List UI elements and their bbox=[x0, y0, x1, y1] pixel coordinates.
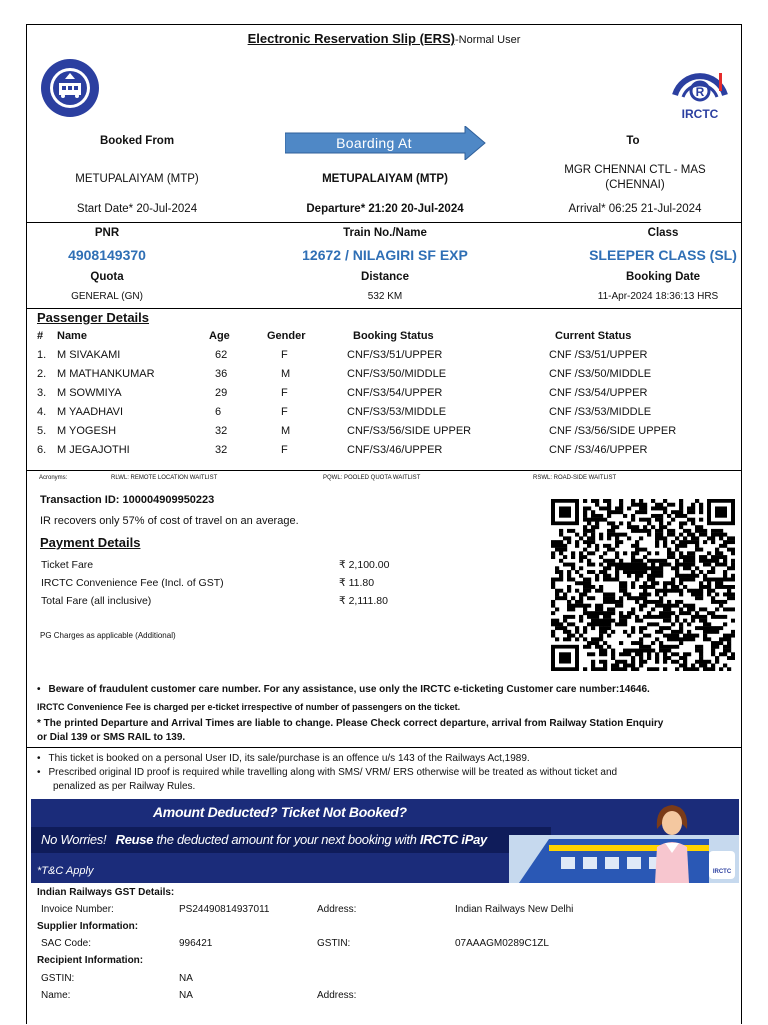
to-label: To bbox=[626, 135, 640, 147]
passenger-age: 6 bbox=[215, 406, 222, 418]
passenger-num: 1. bbox=[37, 349, 47, 361]
passenger-row bbox=[27, 349, 741, 365]
passenger-num: 4. bbox=[37, 406, 47, 418]
recipient-gstin-label: GSTIN: bbox=[41, 973, 75, 984]
ipay-promo-banner[interactable] bbox=[31, 799, 739, 883]
passenger-age: 32 bbox=[215, 425, 228, 437]
distance-label: Distance bbox=[361, 271, 409, 283]
payment-item-value: ₹ 11.80 bbox=[339, 577, 375, 589]
col-current-status: Current Status bbox=[555, 330, 632, 342]
payment-item-label: IRCTC Convenience Fee (Incl. of GST) bbox=[41, 577, 224, 589]
document-title bbox=[27, 31, 741, 46]
from-station: METUPALAIYAM (MTP) bbox=[75, 173, 199, 185]
col-booking-status: Booking Status bbox=[353, 330, 434, 342]
banner-headline: Amount Deducted? Ticket Not Booked? bbox=[153, 804, 407, 820]
passenger-current-status: CNF /S3/53/MIDDLE bbox=[549, 406, 652, 418]
divider bbox=[27, 222, 741, 223]
passenger-name: M YAADHAVI bbox=[57, 406, 124, 418]
svg-text:R: R bbox=[695, 85, 705, 99]
passenger-current-status: CNF /S3/56/SIDE UPPER bbox=[549, 425, 677, 437]
payment-item-label: Ticket Fare bbox=[41, 559, 94, 571]
to-station-line2: (CHENNAI) bbox=[605, 179, 665, 191]
passenger-gender: F bbox=[281, 406, 288, 418]
acronym-rswl: RSWL: ROAD-SIDE WAITLIST bbox=[533, 475, 617, 481]
user-type: -Normal User bbox=[454, 34, 521, 46]
train-value: 12672 / NILAGIRI SF EXP bbox=[302, 247, 468, 263]
passenger-booking-status: CNF/S3/50/MIDDLE bbox=[347, 368, 447, 380]
passenger-booking-status: CNF/S3/53/MIDDLE bbox=[347, 406, 447, 418]
banner-subline bbox=[41, 832, 487, 847]
col-gender: Gender bbox=[267, 330, 306, 342]
passenger-row bbox=[27, 406, 741, 422]
banner-sub-c: the deducted amount for your next booking with bbox=[156, 832, 417, 847]
gstin-label: GSTIN: bbox=[317, 938, 351, 949]
passenger-row bbox=[27, 444, 741, 460]
passenger-age: 32 bbox=[215, 444, 228, 456]
payment-item-value: ₹ 2,111.80 bbox=[339, 595, 388, 607]
pg-charges-note: PG Charges as applicable (Additional) bbox=[40, 631, 176, 640]
divider bbox=[27, 308, 741, 309]
quota-value: GENERAL (GN) bbox=[71, 291, 143, 302]
passenger-row bbox=[27, 425, 741, 441]
passenger-current-status: CNF /S3/54/UPPER bbox=[549, 387, 648, 399]
recipient-name-value: NA bbox=[179, 990, 193, 1001]
payment-details-title: Payment Details bbox=[40, 535, 141, 550]
col-age: Age bbox=[209, 330, 230, 342]
passenger-age: 29 bbox=[215, 387, 228, 399]
train-illustration bbox=[509, 827, 739, 883]
col-num: # bbox=[37, 330, 44, 342]
distance-value: 532 KM bbox=[367, 291, 403, 302]
id-proof-notice: • Prescribed original ID proof is required while travelling along with SMS/ VRM/ ERS otherwise will be treated as without ticket and bbox=[37, 767, 618, 778]
times-notice-line2: or Dial 139 or SMS RAIL to 139. bbox=[37, 732, 186, 743]
passenger-num: 5. bbox=[37, 425, 47, 437]
ers-title: Electronic Reservation Slip (ERS) bbox=[247, 31, 455, 46]
divider bbox=[27, 470, 741, 471]
passenger-num: 6. bbox=[37, 444, 47, 456]
passenger-name: M YOGESH bbox=[57, 425, 117, 437]
booked-from-label: Booked From bbox=[99, 135, 175, 147]
passenger-name: M JEGAJOTHI bbox=[57, 444, 130, 456]
sac-value: 996421 bbox=[179, 938, 213, 949]
passenger-row bbox=[27, 387, 741, 403]
passenger-row bbox=[27, 368, 741, 384]
sac-label: SAC Code: bbox=[41, 938, 92, 949]
banner-irctc-logo bbox=[709, 851, 735, 879]
quota-label: Quota bbox=[90, 271, 124, 283]
booking-date-label: Booking Date bbox=[625, 271, 701, 283]
id-proof-notice-text: Prescribed original ID proof is required while travelling along with SMS/ VRM/ ERS otherwise will be treated as without ticket and bbox=[48, 767, 618, 778]
passenger-num: 3. bbox=[37, 387, 47, 399]
passenger-num: 2. bbox=[37, 368, 47, 380]
departure: Departure* 21:20 20-Jul-2024 bbox=[306, 203, 464, 215]
payment-item-label: Total Fare (all inclusive) bbox=[41, 595, 152, 607]
divider bbox=[27, 747, 741, 748]
indian-railways-logo bbox=[39, 57, 101, 119]
gstin-value: 07AAAGM0289C1ZL bbox=[455, 938, 549, 949]
start-date: Start Date* 20-Jul-2024 bbox=[76, 203, 198, 215]
id-proof-notice-line2: penalized as per Railway Rules. bbox=[53, 781, 196, 792]
passenger-gender: F bbox=[281, 444, 288, 456]
address-label: Address: bbox=[317, 904, 357, 915]
acronym-rlwl: RLWL: REMOTE LOCATION WAITLIST bbox=[111, 475, 218, 481]
person-illustration bbox=[647, 801, 697, 883]
passenger-booking-status: CNF/S3/56/SIDE UPPER bbox=[347, 425, 472, 437]
passenger-gender: M bbox=[281, 368, 291, 380]
passenger-current-status: CNF /S3/50/MIDDLE bbox=[549, 368, 652, 380]
passenger-table-header bbox=[27, 330, 741, 346]
passenger-details-title: Passenger Details bbox=[37, 310, 150, 325]
irctc-logo-text: IRCTC bbox=[681, 107, 719, 121]
recipient-address-label: Address: bbox=[317, 990, 357, 1001]
banner-logo-text: IRCTC bbox=[712, 869, 732, 875]
passenger-booking-status: CNF/S3/46/UPPER bbox=[347, 444, 443, 456]
recipient-title: Recipient Information: bbox=[37, 955, 144, 966]
passenger-current-status: CNF /S3/46/UPPER bbox=[549, 444, 648, 456]
passenger-age: 62 bbox=[215, 349, 228, 361]
recovery-note: IR recovers only 57% of cost of travel on an average. bbox=[40, 515, 299, 527]
boarding-station: METUPALAIYAM (MTP) bbox=[322, 173, 448, 185]
booking-date-value: 11-Apr-2024 18:36:13 HRS bbox=[597, 291, 719, 302]
recipient-name-label: Name: bbox=[41, 990, 71, 1001]
passenger-name: M MATHANKUMAR bbox=[57, 368, 155, 380]
col-name: Name bbox=[57, 330, 87, 342]
acronyms-label: Acronyms: bbox=[39, 475, 68, 481]
convenience-notice: IRCTC Convenience Fee is charged per e-ticket irrespective of number of passengers on the ticket. bbox=[37, 702, 461, 712]
passenger-booking-status: CNF/S3/54/UPPER bbox=[347, 387, 443, 399]
invoice-label: Invoice Number: bbox=[41, 904, 114, 915]
passenger-booking-status: CNF/S3/51/UPPER bbox=[347, 349, 443, 361]
to-station-line1: MGR CHENNAI CTL - MAS bbox=[564, 164, 706, 176]
qr-code bbox=[551, 499, 735, 671]
gst-title: Indian Railways GST Details: bbox=[37, 887, 175, 898]
passenger-name: M SIVAKAMI bbox=[57, 349, 121, 361]
recipient-gstin-value: NA bbox=[179, 973, 193, 984]
ers-document bbox=[26, 24, 742, 1024]
transaction-id: Transaction ID: 100004909950223 bbox=[40, 494, 215, 506]
banner-sub-d: IRCTC iPay bbox=[419, 832, 487, 847]
boarding-at-label: Boarding At bbox=[336, 135, 412, 151]
pnr-value: 4908149370 bbox=[68, 247, 146, 263]
passenger-gender: F bbox=[281, 387, 288, 399]
supplier-title: Supplier Information: bbox=[37, 921, 139, 932]
invoice-value: PS24490814937011 bbox=[179, 904, 270, 915]
times-notice-line1: * The printed Departure and Arrival Times are liable to change. Please Check correct departure, arrival from Railway Station Enquiry bbox=[37, 718, 664, 729]
payment-item-value: ₹ 2,100.00 bbox=[339, 559, 390, 571]
fraud-notice: • Beware of fraudulent customer care number. For any assistance, use only the IRCTC e-ticketing Customer care number:14646. bbox=[37, 684, 650, 695]
to-station bbox=[525, 164, 745, 191]
banner-sub-b: Reuse bbox=[115, 832, 154, 847]
pnr-label: PNR bbox=[94, 227, 120, 239]
irctc-logo bbox=[667, 65, 733, 125]
personal-id-notice: • This ticket is booked on a personal User ID, its sale/purchase is an offence u/s 143 of the Railways Act,1989. bbox=[37, 753, 530, 764]
acronym-pqwl: PQWL: POOLED QUOTA WAITLIST bbox=[323, 475, 421, 481]
address-value: Indian Railways New Delhi bbox=[455, 904, 574, 915]
class-label: Class bbox=[647, 227, 679, 239]
banner-sub-a: No Worries! bbox=[41, 832, 107, 847]
banner-tnc: *T&C Apply bbox=[37, 865, 94, 877]
personal-id-notice-text: This ticket is booked on a personal User ID, its sale/purchase is an offence u/s 143 of the Railways Act,1989. bbox=[48, 753, 530, 764]
boarding-arrow bbox=[285, 126, 487, 160]
passenger-gender: F bbox=[281, 349, 288, 361]
train-label: Train No./Name bbox=[343, 227, 427, 239]
passenger-name: M SOWMIYA bbox=[57, 387, 122, 399]
fraud-notice-text: Beware of fraudulent customer care number. For any assistance, use only the IRCTC e-ticketing Customer care number:14646. bbox=[48, 684, 650, 695]
passenger-gender: M bbox=[281, 425, 291, 437]
gst-details bbox=[27, 887, 741, 1025]
class-value: SLEEPER CLASS (SL) bbox=[589, 247, 737, 263]
arrival: Arrival* 06:25 21-Jul-2024 bbox=[568, 203, 702, 215]
passenger-age: 36 bbox=[215, 368, 228, 380]
passenger-current-status: CNF /S3/51/UPPER bbox=[549, 349, 648, 361]
